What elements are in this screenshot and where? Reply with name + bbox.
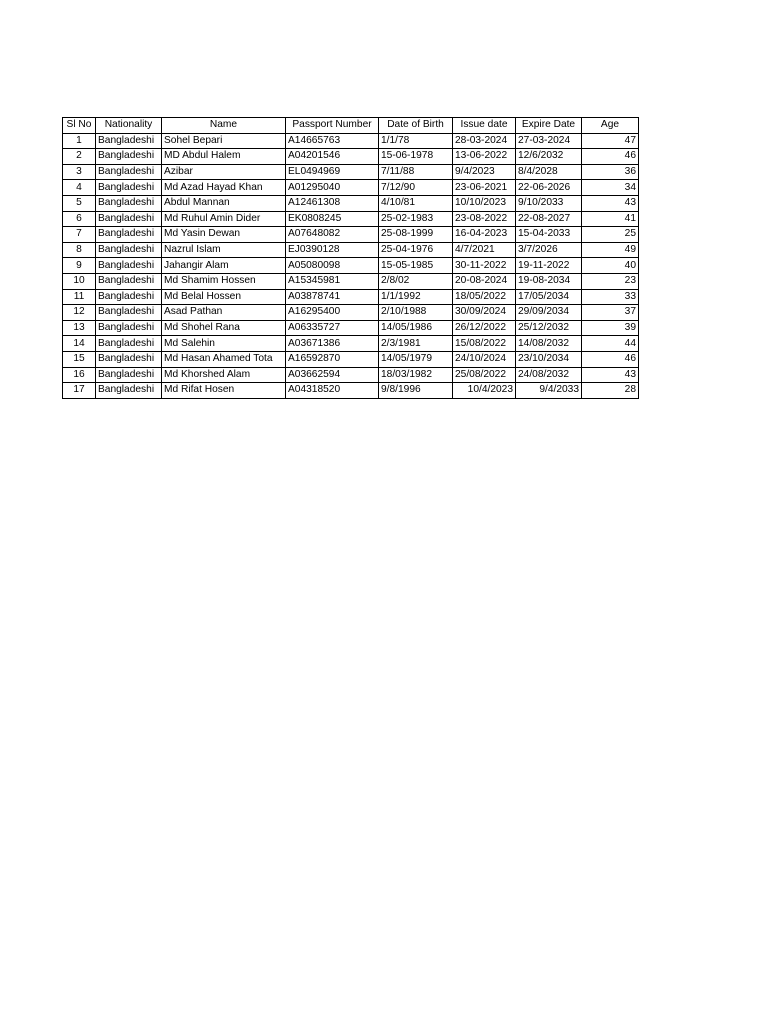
cell-name: Sohel Bepari: [162, 133, 286, 149]
cell-passport-number: A06335727: [286, 320, 379, 336]
cell-passport-number: A15345981: [286, 273, 379, 289]
header-issue-date: Issue date: [453, 118, 516, 134]
cell-expire-date: 17/05/2034: [516, 289, 582, 305]
table-row: [63, 242, 639, 258]
cell-date-of-birth: 7/11/88: [379, 164, 453, 180]
table-row: [63, 211, 639, 227]
cell-name: Md Shamim Hossen: [162, 273, 286, 289]
cell-passport-number: A01295040: [286, 180, 379, 196]
cell-sl-no: 3: [63, 164, 96, 180]
cell-date-of-birth: 14/05/1986: [379, 320, 453, 336]
cell-expire-date: 9/10/2033: [516, 195, 582, 211]
cell-expire-date: 22-06-2026: [516, 180, 582, 196]
cell-sl-no: 15: [63, 351, 96, 367]
cell-passport-number: A07648082: [286, 227, 379, 243]
cell-sl-no: 13: [63, 320, 96, 336]
table-row: [63, 133, 639, 149]
cell-passport-number: A16295400: [286, 305, 379, 321]
cell-nationality: Bangladeshi: [96, 351, 162, 367]
cell-passport-number: A03878741: [286, 289, 379, 305]
header-date-of-birth: Date of Birth: [379, 118, 453, 134]
table-row: [63, 258, 639, 274]
cell-nationality: Bangladeshi: [96, 211, 162, 227]
header-passport-number: Passport Number: [286, 118, 379, 134]
cell-expire-date: 9/4/2033: [516, 383, 582, 399]
cell-name: Md Yasin Dewan: [162, 227, 286, 243]
cell-passport-number: A14665763: [286, 133, 379, 149]
cell-passport-number: A03671386: [286, 336, 379, 352]
cell-age: 49: [582, 242, 639, 258]
cell-date-of-birth: 2/3/1981: [379, 336, 453, 352]
table-row: [63, 149, 639, 165]
table-row: [63, 305, 639, 321]
header-sl-no: Sl No: [63, 118, 96, 134]
table-body: [63, 133, 639, 398]
cell-expire-date: 15-04-2033: [516, 227, 582, 243]
cell-name: Azibar: [162, 164, 286, 180]
cell-passport-number: A05080098: [286, 258, 379, 274]
cell-name: Md Ruhul Amin Dider: [162, 211, 286, 227]
passport-table: [62, 117, 639, 399]
cell-expire-date: 24/08/2032: [516, 367, 582, 383]
cell-sl-no: 6: [63, 211, 96, 227]
cell-name: Md Shohel Rana: [162, 320, 286, 336]
cell-date-of-birth: 25-04-1976: [379, 242, 453, 258]
cell-passport-number: EL0494969: [286, 164, 379, 180]
cell-issue-date: 18/05/2022: [453, 289, 516, 305]
cell-name: Jahangir Alam: [162, 258, 286, 274]
cell-name: Md Hasan Ahamed Tota: [162, 351, 286, 367]
cell-passport-number: A03662594: [286, 367, 379, 383]
cell-sl-no: 16: [63, 367, 96, 383]
cell-sl-no: 8: [63, 242, 96, 258]
cell-date-of-birth: 14/05/1979: [379, 351, 453, 367]
cell-passport-number: A12461308: [286, 195, 379, 211]
table-row: [63, 195, 639, 211]
cell-age: 34: [582, 180, 639, 196]
header-age: Age: [582, 118, 639, 134]
cell-issue-date: 10/4/2023: [453, 383, 516, 399]
cell-age: 47: [582, 133, 639, 149]
cell-nationality: Bangladeshi: [96, 227, 162, 243]
cell-date-of-birth: 2/10/1988: [379, 305, 453, 321]
table-row: [63, 367, 639, 383]
cell-age: 41: [582, 211, 639, 227]
cell-sl-no: 17: [63, 383, 96, 399]
header-expire-date: Expire Date: [516, 118, 582, 134]
table-row: [63, 164, 639, 180]
table-row: [63, 320, 639, 336]
cell-name: Md Salehin: [162, 336, 286, 352]
cell-name: Md Rifat Hosen: [162, 383, 286, 399]
cell-age: 43: [582, 367, 639, 383]
cell-expire-date: 12/6/2032: [516, 149, 582, 165]
cell-expire-date: 22-08-2027: [516, 211, 582, 227]
cell-issue-date: 13-06-2022: [453, 149, 516, 165]
cell-expire-date: 29/09/2034: [516, 305, 582, 321]
cell-name: Asad Pathan: [162, 305, 286, 321]
table-row: [63, 336, 639, 352]
cell-nationality: Bangladeshi: [96, 320, 162, 336]
cell-date-of-birth: 4/10/81: [379, 195, 453, 211]
cell-nationality: Bangladeshi: [96, 273, 162, 289]
cell-nationality: Bangladeshi: [96, 149, 162, 165]
cell-name: MD Abdul Halem: [162, 149, 286, 165]
cell-issue-date: 20-08-2024: [453, 273, 516, 289]
cell-name: Nazrul Islam: [162, 242, 286, 258]
cell-name: Md Belal Hossen: [162, 289, 286, 305]
cell-age: 40: [582, 258, 639, 274]
cell-age: 44: [582, 336, 639, 352]
cell-issue-date: 16-04-2023: [453, 227, 516, 243]
header-row: [63, 118, 639, 134]
cell-age: 39: [582, 320, 639, 336]
cell-passport-number: A04201546: [286, 149, 379, 165]
cell-sl-no: 7: [63, 227, 96, 243]
cell-nationality: Bangladeshi: [96, 336, 162, 352]
cell-date-of-birth: 2/8/02: [379, 273, 453, 289]
cell-age: 25: [582, 227, 639, 243]
cell-sl-no: 4: [63, 180, 96, 196]
cell-age: 28: [582, 383, 639, 399]
header-name: Name: [162, 118, 286, 134]
cell-passport-number: EK0808245: [286, 211, 379, 227]
cell-age: 36: [582, 164, 639, 180]
cell-issue-date: 23-06-2021: [453, 180, 516, 196]
header-nationality: Nationality: [96, 118, 162, 134]
cell-nationality: Bangladeshi: [96, 383, 162, 399]
cell-issue-date: 10/10/2023: [453, 195, 516, 211]
table-row: [63, 273, 639, 289]
table-row: [63, 351, 639, 367]
cell-date-of-birth: 1/1/78: [379, 133, 453, 149]
cell-sl-no: 11: [63, 289, 96, 305]
cell-nationality: Bangladeshi: [96, 242, 162, 258]
cell-date-of-birth: 15-06-1978: [379, 149, 453, 165]
cell-sl-no: 2: [63, 149, 96, 165]
cell-sl-no: 9: [63, 258, 96, 274]
cell-nationality: Bangladeshi: [96, 258, 162, 274]
cell-age: 37: [582, 305, 639, 321]
cell-date-of-birth: 25-08-1999: [379, 227, 453, 243]
cell-age: 46: [582, 351, 639, 367]
cell-date-of-birth: 9/8/1996: [379, 383, 453, 399]
cell-name: Abdul Mannan: [162, 195, 286, 211]
cell-issue-date: 4/7/2021: [453, 242, 516, 258]
cell-issue-date: 23-08-2022: [453, 211, 516, 227]
cell-sl-no: 12: [63, 305, 96, 321]
cell-nationality: Bangladeshi: [96, 305, 162, 321]
cell-expire-date: 19-11-2022: [516, 258, 582, 274]
cell-nationality: Bangladeshi: [96, 133, 162, 149]
cell-sl-no: 1: [63, 133, 96, 149]
cell-nationality: Bangladeshi: [96, 289, 162, 305]
passport-list-sheet: [62, 117, 639, 399]
table-row: [63, 289, 639, 305]
cell-issue-date: 28-03-2024: [453, 133, 516, 149]
cell-expire-date: 27-03-2024: [516, 133, 582, 149]
cell-issue-date: 9/4/2023: [453, 164, 516, 180]
cell-issue-date: 30/09/2024: [453, 305, 516, 321]
cell-date-of-birth: 18/03/1982: [379, 367, 453, 383]
cell-date-of-birth: 7/12/90: [379, 180, 453, 196]
cell-nationality: Bangladeshi: [96, 367, 162, 383]
cell-expire-date: 3/7/2026: [516, 242, 582, 258]
cell-passport-number: A04318520: [286, 383, 379, 399]
cell-expire-date: 19-08-2034: [516, 273, 582, 289]
cell-passport-number: EJ0390128: [286, 242, 379, 258]
cell-issue-date: 30-11-2022: [453, 258, 516, 274]
cell-issue-date: 15/08/2022: [453, 336, 516, 352]
cell-expire-date: 25/12/2032: [516, 320, 582, 336]
cell-age: 46: [582, 149, 639, 165]
cell-passport-number: A16592870: [286, 351, 379, 367]
cell-sl-no: 10: [63, 273, 96, 289]
cell-issue-date: 26/12/2022: [453, 320, 516, 336]
cell-name: Md Khorshed Alam: [162, 367, 286, 383]
cell-age: 23: [582, 273, 639, 289]
cell-nationality: Bangladeshi: [96, 164, 162, 180]
cell-sl-no: 5: [63, 195, 96, 211]
table-row: [63, 227, 639, 243]
cell-age: 33: [582, 289, 639, 305]
cell-date-of-birth: 1/1/1992: [379, 289, 453, 305]
cell-date-of-birth: 25-02-1983: [379, 211, 453, 227]
table-row: [63, 180, 639, 196]
cell-name: Md Azad Hayad Khan: [162, 180, 286, 196]
cell-issue-date: 25/08/2022: [453, 367, 516, 383]
cell-nationality: Bangladeshi: [96, 195, 162, 211]
table-header: [63, 118, 639, 134]
table-row: [63, 383, 639, 399]
cell-sl-no: 14: [63, 336, 96, 352]
cell-expire-date: 23/10/2034: [516, 351, 582, 367]
cell-expire-date: 14/08/2032: [516, 336, 582, 352]
cell-age: 43: [582, 195, 639, 211]
cell-issue-date: 24/10/2024: [453, 351, 516, 367]
cell-expire-date: 8/4/2028: [516, 164, 582, 180]
cell-nationality: Bangladeshi: [96, 180, 162, 196]
cell-date-of-birth: 15-05-1985: [379, 258, 453, 274]
